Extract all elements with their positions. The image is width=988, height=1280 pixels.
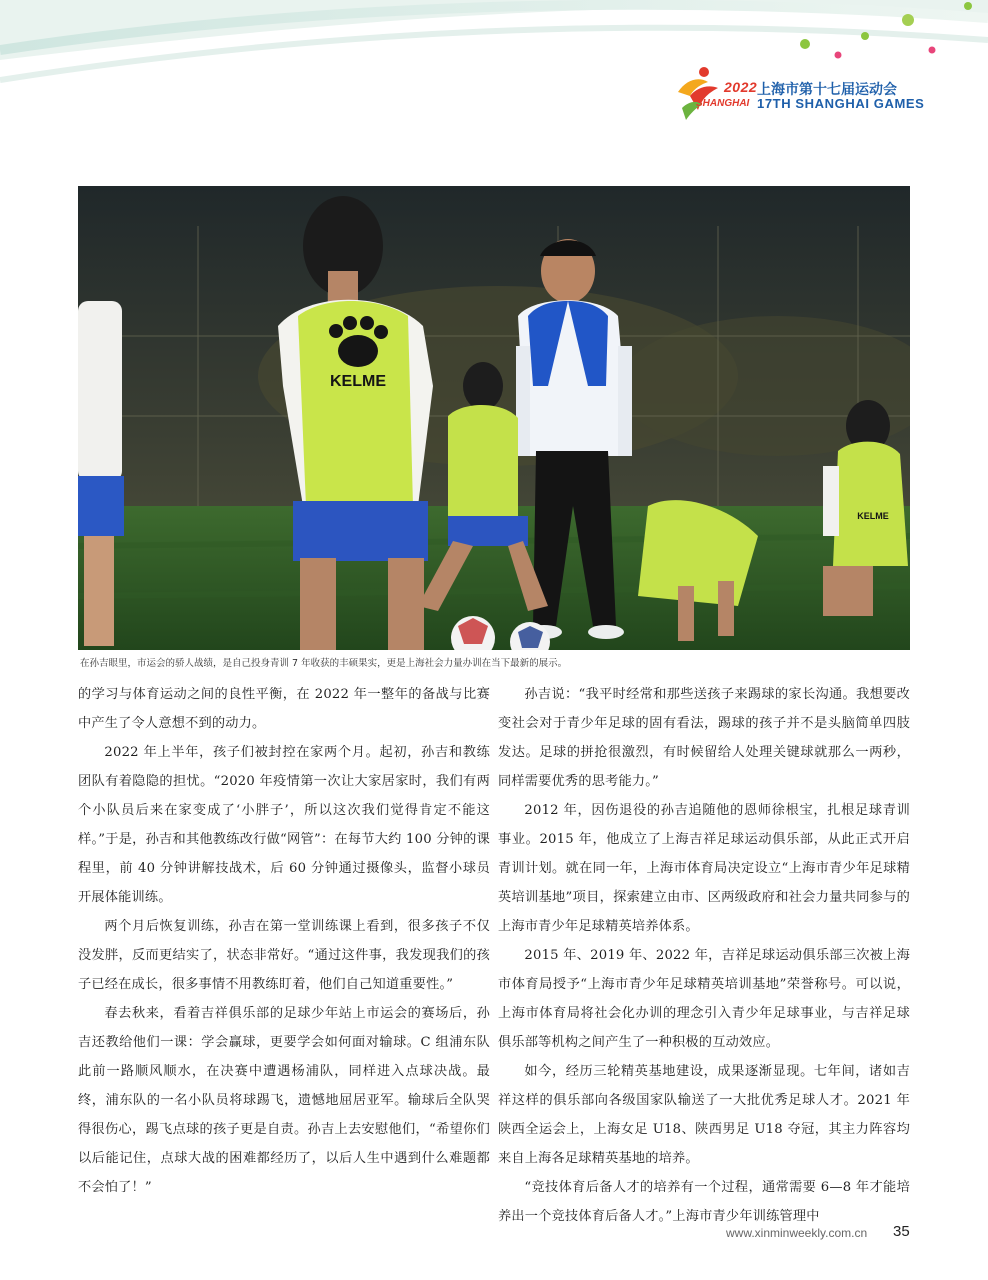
paragraph: 孙吉说：“我平时经常和那些送孩子来踢球的家长沟通。我想要改变社会对于青少年足球的固有看法，踢球的孩子并不是头脑简单四肢发达。足球的拼抢很激烈，有时候留给人处理关键球就那么一两秒，同样需要优秀的思考能力。”	[498, 687, 910, 789]
paragraph: “竞技体育后备人才的培养有一个过程，通常需要 6—8 年才能培养出一个竞技体育后备人才。”上海市青少年训练管理中	[498, 1180, 910, 1224]
decorative-dot-green-4	[964, 2, 972, 10]
logo-city: SHANGHAI	[696, 98, 750, 109]
logo-name-english: 17TH SHANGHAI GAMES	[757, 96, 925, 111]
paragraph: 2012 年，因伤退役的孙吉追随他的恩师徐根宝，扎根足球青训事业。2015 年，他成立了上海吉祥足球运动俱乐部，从此正式开启青训计划。就在同一年，上海市体育局决定设立“上海市青少年足球精英培训基地”项目，探索建立由市、区两级政府和社会力量共同参与的上海市青少年足球精英培养体系。	[498, 803, 910, 934]
decorative-dot-green-1	[800, 39, 810, 49]
footer-website-link[interactable]: www.xinminweekly.com.cn	[726, 1226, 868, 1240]
football-training-illustration	[78, 186, 910, 650]
article-column-right	[498, 680, 910, 1231]
training-photo	[78, 186, 910, 650]
bib-label-small: KELME	[857, 511, 889, 521]
logo-name-chinese: 上海市第十七届运动会	[757, 82, 897, 98]
paragraph: 2015 年、2019 年、2022 年，吉祥足球运动俱乐部三次被上海市体育局授予“上海市青少年足球精英培训基地”荣誉称号。可以说，上海市体育局将社会化办训的理念引入青少年足球事业，与吉祥足球俱乐部等机构之间产生了一种积极的互动效应。	[498, 948, 910, 1050]
paragraph: 的学习与体育运动之间的良性平衡，在 2022 年一整年的备战与比赛中产生了令人意想不到的动力。	[78, 687, 490, 731]
decorative-dot-pink-2	[929, 47, 936, 54]
logo-year: 2022	[724, 79, 758, 95]
paragraph: 两个月后恢复训练，孙吉在第一堂训练课上看到，很多孩子不仅没发胖，反而更结实了，状态非常好。“通过这件事，我发现我们的孩子已经在成长，很多事情不用教练盯着，他们自己知道重要性。”	[78, 919, 490, 992]
page-number: 35	[893, 1223, 910, 1240]
decorative-dot-pink-1	[835, 52, 842, 59]
runner-emblem-icon	[668, 62, 730, 122]
bib-label: KELME	[330, 373, 386, 390]
shanghai-games-logo	[668, 62, 925, 122]
paragraph: 春去秋来，看着吉祥俱乐部的足球少年站上市运会的赛场后，孙吉还教给他们一课：学会赢球，更要学会如何面对输球。C 组浦东队此前一路顺风顺水，在决赛中遭遇杨浦队，同样进入点球决战。最终，浦东队的一名小队员将球踢飞，遗憾地屈居亚军。输球后全队哭得很伤心，踢飞点球的孩子更是自责。孙吉上去安慰他们，“希望你们以后能记住，点球大战的困难都经历了，以后人生中遇到什么难题都不会怕了！”	[78, 1006, 490, 1195]
decorative-dot-green-2	[861, 32, 869, 40]
paragraph: 2022 年上半年，孩子们被封控在家两个月。起初，孙吉和教练团队有着隐隐的担忧。“2020 年疫情第一次让大家居家时，我们有两个小队员后来在家变成了‘小胖子’，所以这次我们觉得肯定不能这样。”于是，孙吉和其他教练改行做“网管”：在每节大约 100 分钟的课程里，前 40 分钟讲解技战术，后 60 分钟通过摄像头，监督小球员开展体能训练。	[78, 745, 490, 905]
decorative-dot-green-3	[902, 14, 914, 26]
article-column-left	[78, 680, 490, 1202]
paragraph: 如今，经历三轮精英基地建设，成果逐渐显现。七年间，诸如吉祥这样的俱乐部向各级国家队输送了一大批优秀足球人才。2021 年陕西全运会上，上海女足 U18、陕西男足 U18 夺冠，其主力阵容均来自上海各足球精英基地的培养。	[498, 1064, 910, 1166]
photo-caption: 在孙吉眼里，市运会的骄人战绩，是自己投身青训 7 年收获的丰硕果实，更是上海社会力量办训在当下最新的展示。	[80, 658, 568, 669]
